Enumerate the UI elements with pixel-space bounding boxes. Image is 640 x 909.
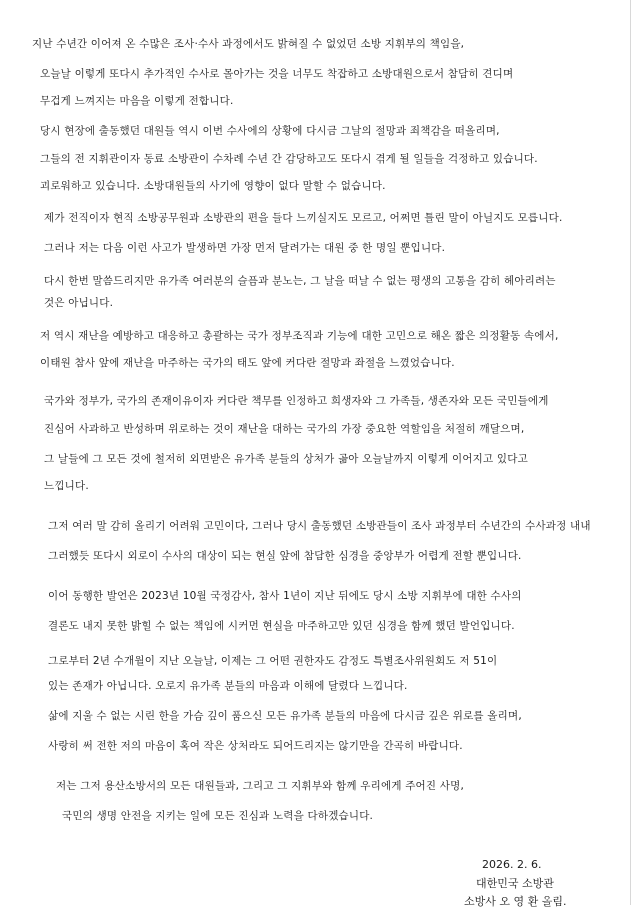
letter-line: 그 날들에 그 모든 것에 철저히 외면받은 유가족 분들의 상처가 곪아 오늘날까지 이렇게 이어지고 있다고 — [44, 453, 528, 465]
letter-line: 것은 아닙니다. — [44, 297, 114, 309]
letter-line: 그저 여러 말 감히 올리기 어려워 고민이다, 그러나 당시 출동했던 소방관들이 조사 과정부터 수년간의 수사과정 내내 — [48, 520, 591, 532]
letter-line: 이어 동행한 발언은 2023년 10월 국정감사, 참사 1년이 지난 뒤에도 당시 소방 지휘부에 대한 수사의 — [48, 590, 522, 602]
letter-line: 그들의 전 지휘관이자 동료 소방관이 수차례 수년 간 감당하고도 또다시 겪게 될 일들을 걱정하고 있습니다. — [40, 153, 538, 165]
letter-line: 진심어 사과하고 반성하며 위로하는 것이 재난을 대하는 국가의 가장 중요한 역할임을 처절히 깨달으며, — [44, 423, 525, 435]
letter-line: 그로부터 2년 수개월이 지난 오늘날, 이제는 그 어떤 권한자도 감정도 특별조사위원회도 저 51이 — [48, 655, 498, 667]
letter-line: 오늘날 이렇게 또다시 추가적인 수사로 몰아가는 것을 너무도 착잡하고 소방대원으로서 참담히 견디며 — [40, 68, 514, 80]
letter-line: 결론도 내지 못한 밝힐 수 없는 책임에 시커먼 현실을 마주하고만 있던 심경을 함께 했던 발언입니다. — [48, 620, 515, 632]
letter-line: 다시 한번 말씀드리지만 유가족 여러분의 슬픔과 분노는, 그 날을 떠날 수 없는 평생의 고통을 감히 헤아리려는 — [44, 275, 556, 287]
letter-date: 2026. 2. 6. — [482, 858, 542, 871]
letter-line: 느낍니다. — [44, 480, 89, 492]
letter-line: 국민의 생명 안전을 지키는 일에 모든 진심과 노력을 다하겠습니다. — [62, 810, 374, 822]
letter-line: 그러했듯 또다시 외로이 수사의 대상이 되는 현실 앞에 참담한 심경을 중앙부가 어렵게 전할 뿐입니다. — [48, 550, 522, 562]
letter-line: 이태원 참사 앞에 재난을 마주하는 국가의 태도 앞에 커다란 절망과 좌절을 느꼈었습니다. — [40, 357, 455, 369]
page-edge — [630, 0, 631, 905]
letter-line: 당시 현장에 출동했던 대원들 역시 이번 수사에의 상황에 다시금 그날의 절망과 죄책감을 떠올리며, — [40, 125, 500, 137]
signature-name: 소방사 오 영 환 올림. — [464, 895, 567, 908]
letter-line: 괴로워하고 있습니다. 소방대원들의 사기에 영향이 없다 말할 수 없습니다. — [40, 180, 386, 192]
letter-line: 제가 전직이자 현직 소방공무원과 소방관의 편을 들다 느끼실지도 모르고, 어쩌면 틀린 말이 아닐지도 모릅니다. — [44, 212, 563, 224]
letter-line: 저 역시 재난을 예방하고 대응하고 총괄하는 국가 정부조직과 기능에 대한 고민으로 해온 짧은 의정활동 속에서, — [40, 330, 559, 342]
signature-organization: 대한민국 소방관 — [476, 877, 554, 890]
letter-line: 무겁게 느껴지는 마음을 이렇게 전합니다. — [40, 95, 234, 107]
letter-line: 저는 그저 용산소방서의 모든 대원들과, 그리고 그 지휘부와 함께 우리에게 주어진 사명, — [56, 780, 464, 792]
letter-line: 있는 존재가 아닙니다. 오로지 유가족 분들의 마음과 이해에 달렸다 느낍니다. — [48, 680, 408, 692]
letter-line: 그러나 저는 다음 이런 사고가 발생하면 가장 먼저 달려가는 대원 중 한 명일 뿐입니다. — [44, 242, 446, 254]
letter-line: 사랑히 써 전한 저의 마음이 혹여 작은 상처라도 되어드리지는 않기만을 간곡히 바랍니다. — [48, 740, 463, 752]
letter-line: 지난 수년간 이어져 온 수많은 조사·수사 과정에서도 밝혀질 수 없었던 소방 지휘부의 책임을, — [32, 38, 465, 50]
letter-line: 삶에 지울 수 없는 시린 한을 가슴 깊이 품으신 모든 유가족 분들의 마음에 다시금 깊은 위로를 올리며, — [48, 710, 522, 722]
letter-line: 국가와 정부가, 국가의 존재이유이자 커다란 책무를 인정하고 희생자와 그 가족들, 생존자와 모든 국민들에게 — [44, 395, 549, 407]
